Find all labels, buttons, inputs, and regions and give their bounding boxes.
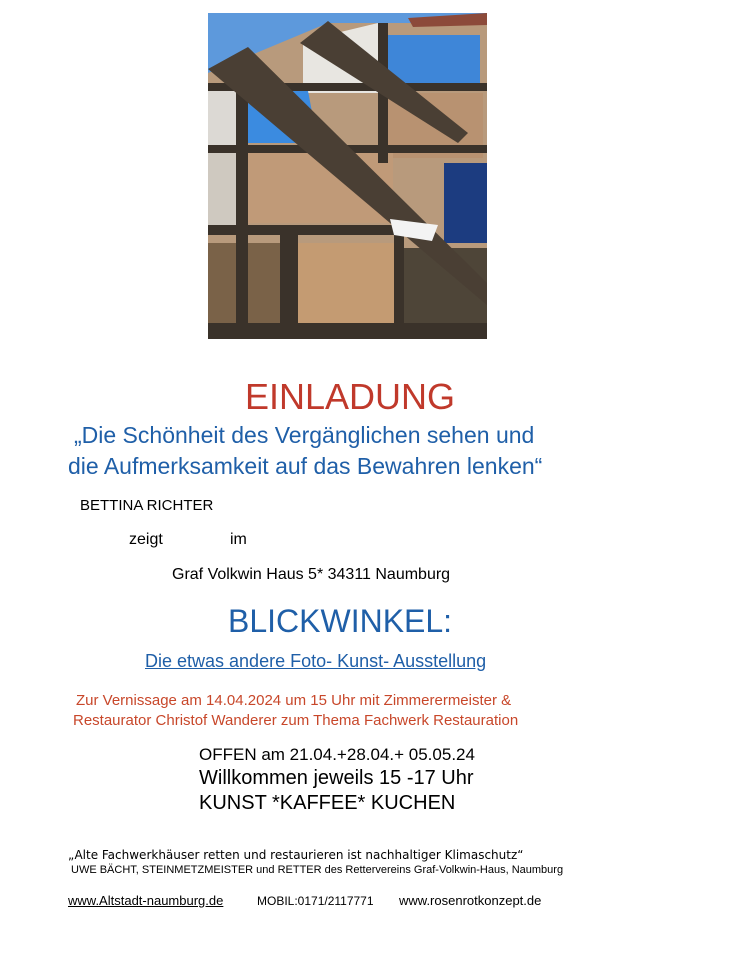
credit-line: UWE BÄCHT, STEINMETZMEISTER und RETTER des Rettervereins Graf-Volkwin-Haus, Naumburg — [71, 864, 564, 876]
half-timbered-gable-photo — [208, 13, 487, 339]
motto-quote: „Alte Fachwerkhäuser retten und restaurieren ist nachhaltiger Klimaschutz“ — [68, 848, 524, 862]
website-rosenrot[interactable]: www.rosenrotkonzept.de — [399, 893, 542, 908]
exhibition-subtitle: Die etwas andere Foto- Kunst- Ausstellung — [145, 651, 487, 671]
quote-line-1: „Die Schönheit des Vergänglichen sehen und — [74, 422, 535, 448]
quote-line-2: die Aufmerksamkeit auf das Bewahren lenken“ — [68, 453, 543, 479]
opening-dates: OFFEN am 21.04.+28.04.+ 05.05.24 — [199, 745, 475, 764]
vernissage-line-1: Zur Vernissage am 14.04.2024 um 15 Uhr mit Zimmerermeister & — [76, 692, 512, 709]
exhibition-title: BLICKWINKEL: — [228, 603, 453, 639]
offer-text: KUNST *KAFFEE* KUCHEN — [199, 792, 456, 814]
invitation-title: EINLADUNG — [244, 376, 456, 417]
shows-text: zeigt — [129, 531, 163, 548]
vernissage-line-2: Restaurator Christof Wanderer zum Thema Fachwerk Restauration — [73, 712, 519, 729]
mobile-number: MOBIL:0171/2117771 — [257, 894, 374, 908]
welcome-hours: Willkommen jeweils 15 -17 Uhr — [199, 767, 474, 789]
artist-name: BETTINA RICHTER — [80, 497, 214, 514]
venue-address: Graf Volkwin Haus 5* 34311 Naumburg — [172, 566, 451, 583]
in-text: im — [230, 531, 247, 548]
website-link-altstadt[interactable]: www.Altstadt-naumburg.de — [68, 893, 224, 908]
